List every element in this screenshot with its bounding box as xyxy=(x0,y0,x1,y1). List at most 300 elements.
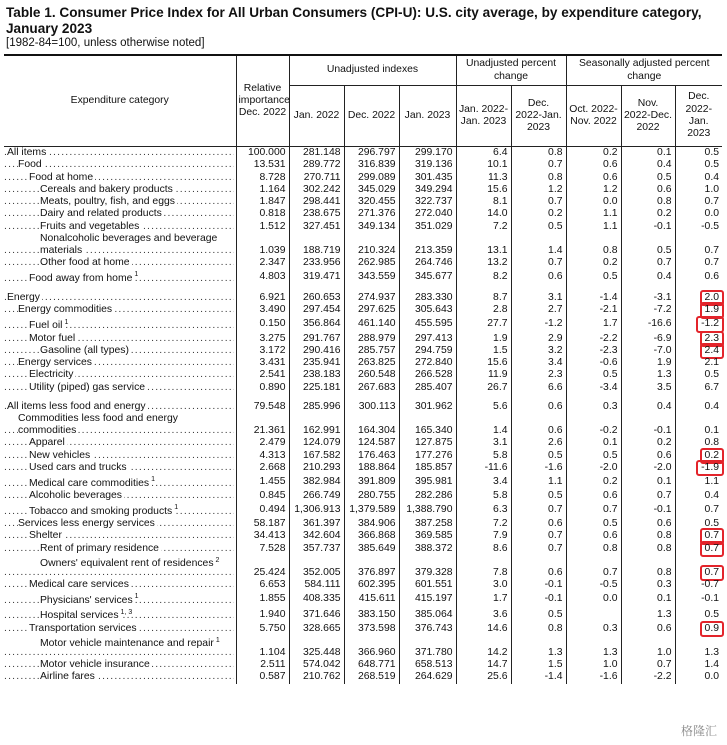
category-label xyxy=(4,490,236,502)
value-cell: 7.9 xyxy=(456,530,511,542)
value-cell: 0.6 xyxy=(511,518,566,530)
value-cell: 0.5 xyxy=(675,147,722,160)
value-cell xyxy=(675,462,722,474)
header-sub-nov22-dec22: Nov. 2022-Dec. 2022 xyxy=(621,86,675,147)
value-cell: 1.3 xyxy=(621,607,675,623)
category-text: Dairy and related products xyxy=(40,208,162,220)
value-cell: 361.397 xyxy=(289,518,344,530)
value-cell: 0.5 xyxy=(675,159,722,171)
value-cell: 271.376 xyxy=(344,208,399,220)
table-row xyxy=(4,317,722,333)
value-cell: -0.5 xyxy=(566,579,621,591)
value-cell: 3.2 xyxy=(511,345,566,357)
value-cell: 266.528 xyxy=(399,369,456,381)
table-subtitle: [1982-84=100, unless otherwise noted] xyxy=(6,37,205,49)
table-row xyxy=(4,172,722,184)
value-cell: 1.3 xyxy=(621,369,675,381)
category-label xyxy=(4,659,236,671)
footnote-marker: 1 xyxy=(215,637,220,645)
header-unadjusted-indexes: Unadjusted indexes xyxy=(289,55,456,86)
value-cell: 0.6 xyxy=(511,269,566,285)
value-cell: 5.8 xyxy=(456,490,511,502)
value-cell: -2.3 xyxy=(566,345,621,357)
header-sub-jan22-jan23: Jan. 2022-Jan. 2023 xyxy=(456,86,511,147)
category-label xyxy=(4,304,236,316)
category-label xyxy=(4,450,236,462)
value-cell: 270.711 xyxy=(289,172,344,184)
highlight-box: 0.7 xyxy=(700,528,724,544)
footnote-marker: 1 xyxy=(174,504,179,512)
value-cell: 3.172 xyxy=(236,345,289,357)
value-cell: 0.6 xyxy=(511,555,566,579)
value-cell: 351.029 xyxy=(399,221,456,233)
value-cell: -0.1 xyxy=(621,221,675,233)
table-row xyxy=(4,671,722,683)
spacer-row xyxy=(4,285,722,292)
value-cell: 0.6 xyxy=(621,184,675,196)
category-text: Commodities less food and energy commodities xyxy=(18,413,178,437)
value-cell: 1.1 xyxy=(511,474,566,490)
value-cell: 387.258 xyxy=(399,518,456,530)
category-text: Energy commodities xyxy=(18,304,113,316)
table-row xyxy=(4,292,722,304)
table-row xyxy=(4,659,722,671)
category-text: Services less energy services xyxy=(18,518,155,529)
value-cell: 349.294 xyxy=(399,184,456,196)
value-cell: 1,379.589 xyxy=(344,502,399,518)
value-cell: -0.6 xyxy=(566,357,621,369)
highlight-box: 0.7 xyxy=(700,541,724,557)
value-cell: 343.559 xyxy=(344,269,399,285)
category-label xyxy=(4,671,236,683)
footnote-marker: 1 xyxy=(64,318,69,326)
value-cell: 0.6 xyxy=(511,401,566,413)
category-text: Gasoline (all types) xyxy=(40,344,129,356)
table-row xyxy=(4,635,722,659)
table-row xyxy=(4,208,722,220)
value-cell: 0.6 xyxy=(621,450,675,462)
value-cell: 1,306.913 xyxy=(289,502,344,518)
value-cell: 1.0 xyxy=(566,659,621,671)
table-row xyxy=(4,221,722,233)
value-cell: 2.3 xyxy=(511,369,566,381)
value-cell: 176.463 xyxy=(344,450,399,462)
table-row xyxy=(4,450,722,462)
value-cell: 0.7 xyxy=(675,502,722,518)
value-cell: 162.991 xyxy=(289,413,344,437)
value-cell: 5.8 xyxy=(456,450,511,462)
category-label xyxy=(4,607,236,623)
value-cell: 274.937 xyxy=(344,292,399,304)
value-cell: 264.629 xyxy=(399,671,456,683)
value-cell: -2.1 xyxy=(566,304,621,316)
value-cell: 5.750 xyxy=(236,623,289,635)
value-cell: 7.8 xyxy=(456,555,511,579)
value-cell: 0.6 xyxy=(566,159,621,171)
value-cell: 0.5 xyxy=(566,269,621,285)
value-cell: 1.0 xyxy=(675,184,722,196)
category-label xyxy=(4,159,236,171)
value-cell: 0.7 xyxy=(675,257,722,269)
value-cell: 0.5 xyxy=(566,518,621,530)
value-cell: 6.4 xyxy=(456,147,511,160)
value-cell: 0.8 xyxy=(621,555,675,579)
footnote-marker: 1, 3 xyxy=(120,608,133,616)
value-cell: 0.5 xyxy=(675,518,722,530)
value-cell: 395.981 xyxy=(399,474,456,490)
highlight-box: 0.2 xyxy=(700,448,724,464)
value-cell: 25.6 xyxy=(456,671,511,683)
value-cell: -6.9 xyxy=(621,333,675,345)
value-cell: -0.2 xyxy=(566,413,621,437)
category-text: Used cars and trucks xyxy=(29,461,127,473)
table-row xyxy=(4,555,722,579)
value-cell: 27.7 xyxy=(456,317,511,333)
value-cell: 8.728 xyxy=(236,172,289,184)
value-cell: -2.0 xyxy=(621,462,675,474)
value-cell: 1.164 xyxy=(236,184,289,196)
value-cell: -0.7 xyxy=(675,579,722,591)
value-cell: 1.5 xyxy=(511,659,566,671)
category-label xyxy=(4,382,236,394)
value-cell: 0.8 xyxy=(566,233,621,257)
value-cell: 0.5 xyxy=(566,369,621,381)
value-cell: 0.8 xyxy=(675,437,722,449)
value-cell: 0.5 xyxy=(675,369,722,381)
category-label xyxy=(4,292,236,304)
footnote-marker: 1 xyxy=(134,271,139,279)
value-cell: 371.646 xyxy=(289,607,344,623)
value-cell: 0.6 xyxy=(566,490,621,502)
value-cell: 100.000 xyxy=(236,147,289,160)
value-cell: 1.3 xyxy=(566,635,621,659)
value-cell: 1.1 xyxy=(566,221,621,233)
category-label xyxy=(4,233,236,257)
value-cell: 0.8 xyxy=(621,196,675,208)
value-cell: 0.5 xyxy=(621,172,675,184)
value-cell: 282.286 xyxy=(399,490,456,502)
value-cell: 281.148 xyxy=(289,147,344,160)
value-cell: 0.4 xyxy=(621,269,675,285)
value-cell: 0.2 xyxy=(566,147,621,160)
category-label xyxy=(4,555,236,579)
value-cell: 0.7 xyxy=(511,196,566,208)
watermark: 格隆汇 xyxy=(680,724,717,738)
category-text: Food away from home xyxy=(29,272,133,284)
value-cell: -0.1 xyxy=(511,579,566,591)
category-text: Other food at home xyxy=(40,257,130,269)
category-label xyxy=(4,221,236,233)
value-cell: -3.1 xyxy=(621,292,675,304)
table-row xyxy=(4,159,722,171)
value-cell: 461.140 xyxy=(344,317,399,333)
table-row xyxy=(4,437,722,449)
value-cell: 0.1 xyxy=(621,591,675,607)
value-cell: 345.677 xyxy=(399,269,456,285)
table-row xyxy=(4,530,722,542)
value-cell: 379.328 xyxy=(399,555,456,579)
value-cell: 0.8 xyxy=(566,543,621,555)
category-text: Hospital services xyxy=(40,610,119,622)
category-label xyxy=(4,623,236,635)
value-cell: -0.1 xyxy=(675,591,722,607)
category-text: Alcoholic beverages xyxy=(29,489,122,501)
value-cell: 1.4 xyxy=(511,233,566,257)
value-cell: 0.2 xyxy=(511,208,566,220)
value-cell: 0.7 xyxy=(511,502,566,518)
value-cell: 289.772 xyxy=(289,159,344,171)
category-label xyxy=(4,401,236,413)
value-cell: 369.585 xyxy=(399,530,456,542)
table-row xyxy=(4,543,722,555)
highlight-box: 0.9 xyxy=(700,621,724,637)
value-cell: 0.7 xyxy=(621,257,675,269)
value-cell: 0.7 xyxy=(511,530,566,542)
value-cell: 1.7 xyxy=(566,317,621,333)
category-label xyxy=(4,413,236,437)
value-cell: 415.611 xyxy=(344,591,399,607)
value-cell: 238.675 xyxy=(289,208,344,220)
table-row xyxy=(4,623,722,635)
value-cell: 14.0 xyxy=(456,208,511,220)
value-cell: 0.587 xyxy=(236,671,289,683)
value-cell: 0.5 xyxy=(566,450,621,462)
value-cell: 352.005 xyxy=(289,555,344,579)
table-row xyxy=(4,518,722,530)
value-cell: 1.4 xyxy=(456,413,511,437)
highlight-box: 0.7 xyxy=(700,565,724,581)
category-text: Food at home xyxy=(29,171,94,183)
value-cell: 26.7 xyxy=(456,382,511,394)
category-text: Food xyxy=(18,159,42,171)
category-text: Owners' equivalent rent of residences xyxy=(40,558,214,570)
value-cell: 0.5 xyxy=(511,607,566,623)
value-cell: 1.3 xyxy=(675,635,722,659)
value-cell: 455.595 xyxy=(399,317,456,333)
value-cell: 371.780 xyxy=(399,635,456,659)
value-cell: 1,388.790 xyxy=(399,502,456,518)
value-cell: 58.187 xyxy=(236,518,289,530)
value-cell: 264.746 xyxy=(399,257,456,269)
value-cell: 3.1 xyxy=(456,437,511,449)
value-cell: 0.5 xyxy=(511,450,566,462)
value-cell: 285.757 xyxy=(344,345,399,357)
category-label xyxy=(4,369,236,381)
value-cell: 373.598 xyxy=(344,623,399,635)
value-cell: 3.4 xyxy=(511,357,566,369)
value-cell: 280.755 xyxy=(344,490,399,502)
category-text: Motor fuel xyxy=(29,332,76,344)
value-cell: 301.435 xyxy=(399,172,456,184)
value-cell: 8.2 xyxy=(456,269,511,285)
value-cell: 0.8 xyxy=(511,147,566,160)
value-cell: 391.809 xyxy=(344,474,399,490)
value-cell: 266.749 xyxy=(289,490,344,502)
value-cell: 2.347 xyxy=(236,257,289,269)
value-cell: -0.1 xyxy=(621,502,675,518)
value-cell: 1.039 xyxy=(236,233,289,257)
value-cell: 283.330 xyxy=(399,292,456,304)
value-cell: 366.868 xyxy=(344,530,399,542)
value-cell: 0.7 xyxy=(511,257,566,269)
value-cell: 415.197 xyxy=(399,591,456,607)
header-sub-sa-dec22-jan23: Dec. 2022-Jan. 2023 xyxy=(675,86,722,147)
value-cell: 0.890 xyxy=(236,382,289,394)
value-cell: 0.8 xyxy=(621,530,675,542)
value-cell: 0.4 xyxy=(675,490,722,502)
value-cell: 0.0 xyxy=(566,196,621,208)
value-cell: 0.2 xyxy=(566,257,621,269)
value-cell: 302.242 xyxy=(289,184,344,196)
value-cell: 357.737 xyxy=(289,543,344,555)
value-cell: 8.1 xyxy=(456,196,511,208)
table-row xyxy=(4,413,722,437)
category-text: Rent of primary residence xyxy=(40,542,159,554)
value-cell: 5.6 xyxy=(456,401,511,413)
value-cell: -7.0 xyxy=(621,345,675,357)
category-label xyxy=(4,257,236,269)
value-cell: 13.531 xyxy=(236,159,289,171)
value-cell: 262.985 xyxy=(344,257,399,269)
value-cell: 298.441 xyxy=(289,196,344,208)
value-cell: 3.0 xyxy=(456,579,511,591)
header-sub-dec22-jan23: Dec. 2022-Jan. 2023 xyxy=(511,86,566,147)
value-cell: 0.6 xyxy=(621,623,675,635)
value-cell: 320.455 xyxy=(344,196,399,208)
value-cell: 0.3 xyxy=(621,579,675,591)
value-cell: 263.825 xyxy=(344,357,399,369)
value-cell: 0.5 xyxy=(511,221,566,233)
value-cell: 0.6 xyxy=(566,172,621,184)
value-cell: 297.413 xyxy=(399,333,456,345)
value-cell: 7.2 xyxy=(456,518,511,530)
value-cell: 185.857 xyxy=(399,462,456,474)
value-cell: 4.313 xyxy=(236,450,289,462)
value-cell: 0.0 xyxy=(675,671,722,683)
value-cell: 299.089 xyxy=(344,172,399,184)
header-relative-importance: Relative importance Dec. 2022 xyxy=(236,55,289,147)
table-row xyxy=(4,345,722,357)
table-row xyxy=(4,333,722,345)
highlight-box: 2.0 xyxy=(700,290,724,306)
value-cell: 6.921 xyxy=(236,292,289,304)
category-text: Shelter xyxy=(29,530,62,542)
value-cell: 3.1 xyxy=(511,292,566,304)
value-cell xyxy=(675,623,722,635)
value-cell: 1.2 xyxy=(566,184,621,196)
value-cell: 3.6 xyxy=(456,607,511,623)
value-cell: 1.855 xyxy=(236,591,289,607)
value-cell: 8.6 xyxy=(456,543,511,555)
table-row xyxy=(4,462,722,474)
value-cell: 0.6 xyxy=(511,413,566,437)
table-row xyxy=(4,147,722,160)
header-category: Expenditure category xyxy=(4,55,236,147)
header-seasonally-adjusted: Seasonally adjusted percent change xyxy=(566,55,722,86)
value-cell: 6.3 xyxy=(456,502,511,518)
category-text: Nonalcoholic beverages and beverage materials xyxy=(40,233,218,257)
value-cell: 322.737 xyxy=(399,196,456,208)
category-text: Energy services xyxy=(18,357,92,369)
table-row xyxy=(4,607,722,623)
value-cell: 408.335 xyxy=(289,591,344,607)
value-cell: 272.040 xyxy=(399,208,456,220)
value-cell: 0.494 xyxy=(236,502,289,518)
category-text: Airline fares xyxy=(40,671,95,683)
value-cell: 210.762 xyxy=(289,671,344,683)
value-cell: 2.8 xyxy=(456,304,511,316)
table-row xyxy=(4,184,722,196)
value-cell: 0.2 xyxy=(621,437,675,449)
value-cell: 658.513 xyxy=(399,659,456,671)
value-cell: 14.7 xyxy=(456,659,511,671)
value-cell: 1.4 xyxy=(675,659,722,671)
value-cell: 0.8 xyxy=(621,543,675,555)
value-cell: 1.1 xyxy=(675,474,722,490)
value-cell: -3.4 xyxy=(566,382,621,394)
value-cell: 0.5 xyxy=(621,233,675,257)
value-cell: 648.771 xyxy=(344,659,399,671)
category-label xyxy=(4,518,236,530)
value-cell: 2.541 xyxy=(236,369,289,381)
highlight-box: -1.9 xyxy=(696,460,724,476)
value-cell: 1.455 xyxy=(236,474,289,490)
table-row xyxy=(4,257,722,269)
value-cell: -7.2 xyxy=(621,304,675,316)
value-cell: 2.1 xyxy=(675,357,722,369)
value-cell: 382.984 xyxy=(289,474,344,490)
value-cell xyxy=(675,345,722,357)
value-cell: 0.4 xyxy=(675,401,722,413)
table-row xyxy=(4,502,722,518)
value-cell: 233.956 xyxy=(289,257,344,269)
value-cell: 0.150 xyxy=(236,317,289,333)
value-cell xyxy=(675,304,722,316)
value-cell: 0.1 xyxy=(566,437,621,449)
value-cell: 3.431 xyxy=(236,357,289,369)
value-cell: 2.7 xyxy=(511,304,566,316)
value-cell: 124.587 xyxy=(344,437,399,449)
value-cell: 260.548 xyxy=(344,369,399,381)
value-cell: 4.803 xyxy=(236,269,289,285)
table-row xyxy=(4,357,722,369)
value-cell: 13.1 xyxy=(456,233,511,257)
value-cell: 384.906 xyxy=(344,518,399,530)
value-cell: 1.104 xyxy=(236,635,289,659)
value-cell: 167.582 xyxy=(289,450,344,462)
value-cell: 1.9 xyxy=(456,333,511,345)
value-cell: 188.719 xyxy=(289,233,344,257)
value-cell: 0.3 xyxy=(566,623,621,635)
value-cell: 0.7 xyxy=(511,543,566,555)
category-label xyxy=(4,579,236,591)
value-cell: 10.1 xyxy=(456,159,511,171)
value-cell: 21.361 xyxy=(236,413,289,437)
value-cell: 288.979 xyxy=(344,333,399,345)
value-cell: 383.150 xyxy=(344,607,399,623)
value-cell: 327.451 xyxy=(289,221,344,233)
category-label xyxy=(4,196,236,208)
value-cell: 0.7 xyxy=(621,490,675,502)
value-cell: 0.845 xyxy=(236,490,289,502)
highlight-box: 2.4 xyxy=(700,343,724,359)
category-label xyxy=(4,530,236,542)
category-label xyxy=(4,317,236,333)
value-cell: 291.767 xyxy=(289,333,344,345)
category-label xyxy=(4,147,236,160)
value-cell: 235.941 xyxy=(289,357,344,369)
category-text: Energy xyxy=(7,292,40,304)
